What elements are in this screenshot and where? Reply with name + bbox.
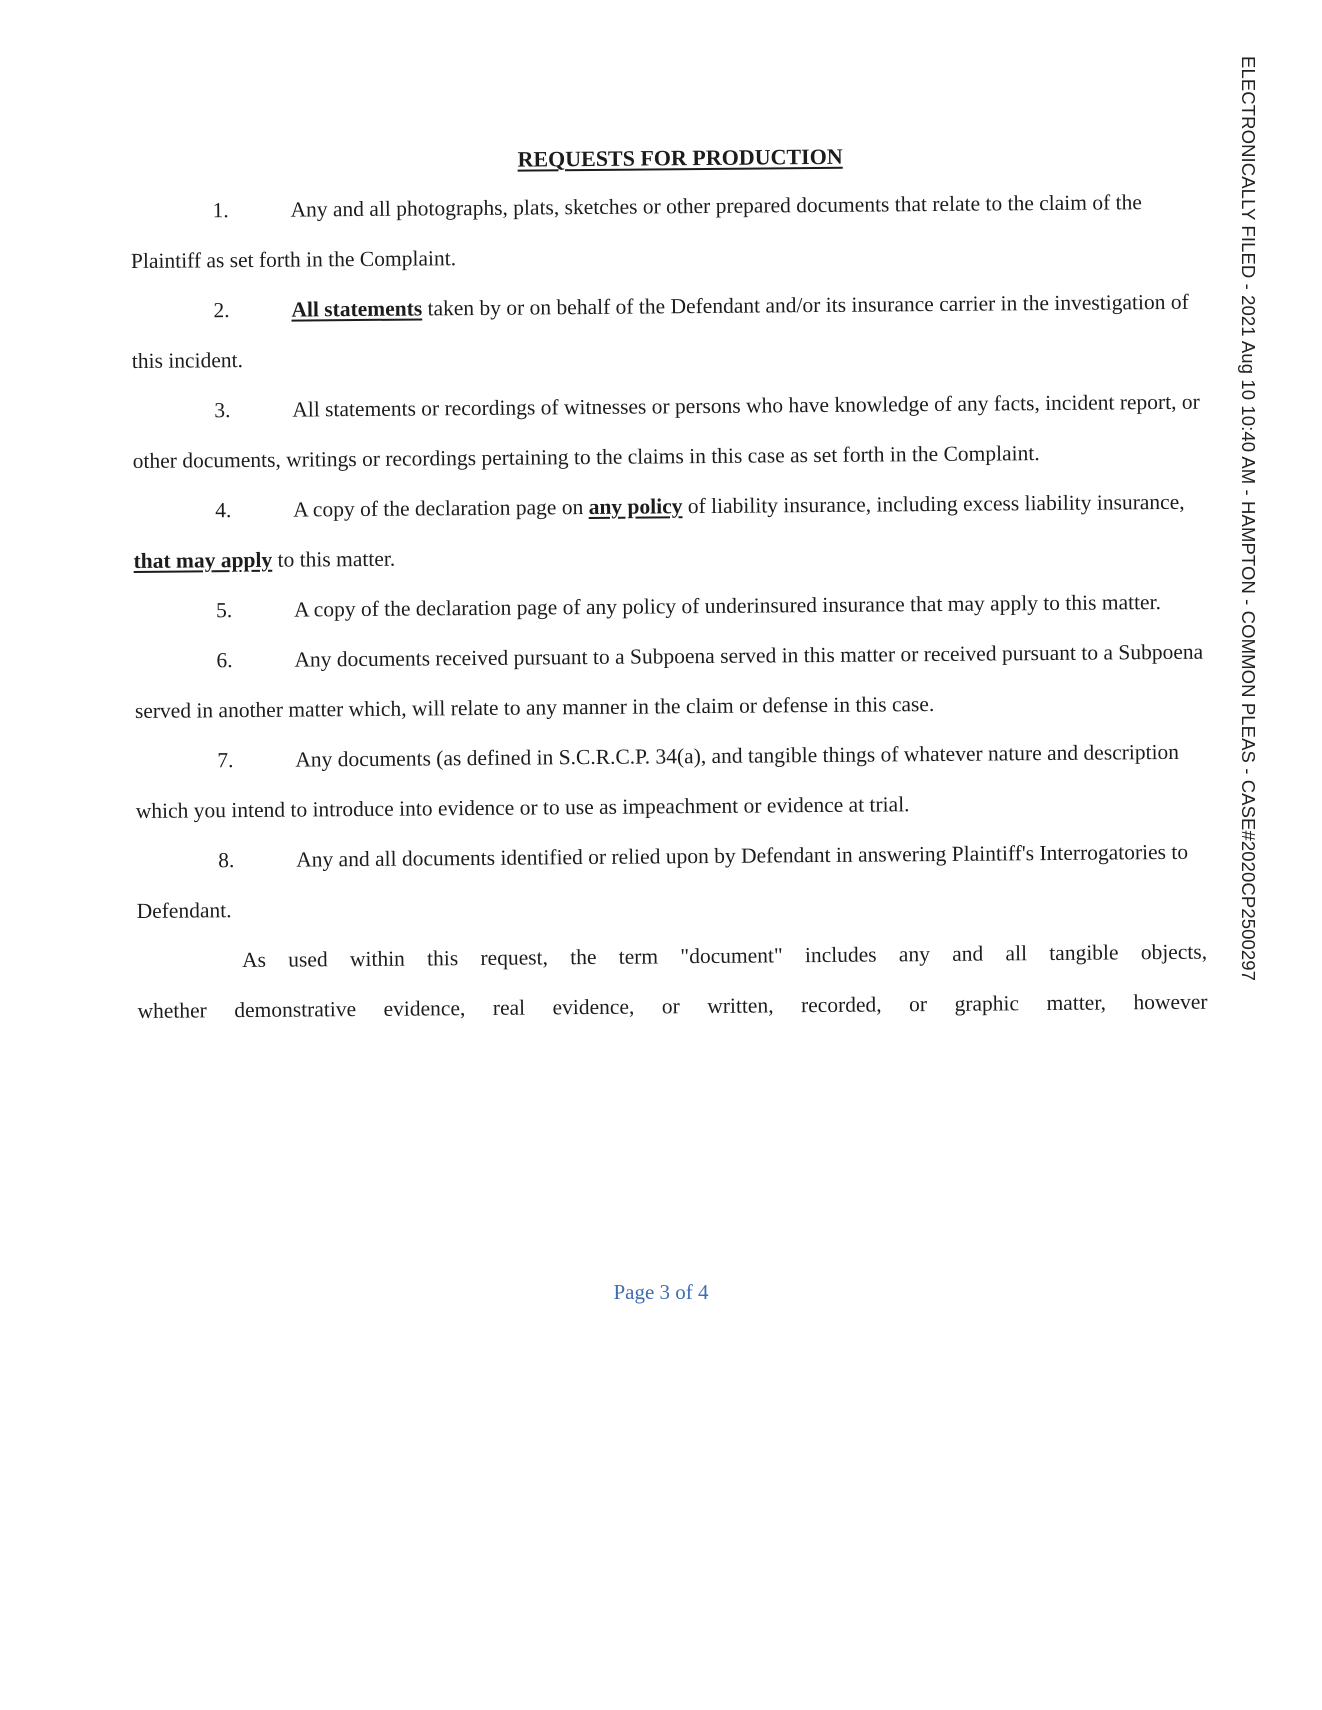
page-number: Page 3 of 4 [613, 1280, 709, 1304]
item-text: taken by or on behalf of the Defendant and/or its insurance carrier in the investigation of this incident. [131, 289, 1189, 373]
item-text: Any and all documents identified or relied upon by Defendant in answering Plaintiff's Interrogatories to Defendant. [136, 839, 1189, 923]
request-item-8 [136, 827, 1207, 936]
item-number: 3. [214, 398, 231, 423]
request-item-1 [130, 177, 1201, 286]
item-text: of liability insurance, including excess liability insurance, [682, 489, 1185, 519]
item-number: 2. [213, 298, 230, 323]
definition-paragraph-line-1: As used within this request, the term "document" includes any and all tangible objects, [241, 939, 1208, 973]
request-item-7 [135, 727, 1206, 836]
request-item-2 [131, 277, 1202, 386]
item-text: A copy of the declaration page of any policy of underinsured insurance that may apply to this matter. [293, 590, 1162, 622]
item-text: to this matter. [272, 546, 396, 572]
item-number: 6. [216, 648, 233, 673]
electronic-filing-stamp: ELECTRONICALLY FILED - 2021 Aug 10 10:40 AM - HAMPTON - COMMON PLEAS - CASE#2020CP2500297 [1238, 56, 1259, 982]
request-item-6 [134, 627, 1205, 736]
item-text: Any documents received pursuant to a Subpoena served in this matter or received pursuant to a Subpoena served in another matter which, will relate to any manner in the claim or defense in this case. [134, 639, 1204, 723]
item-number: 1. [212, 198, 229, 223]
item-text: All statements or recordings of witnesses or persons who have knowledge of any facts, incident report, or other documents, writings or recordings pertaining to the claims in this case as set forth in the Complaint. [132, 389, 1200, 473]
emphasis-any-policy: any policy [588, 494, 683, 520]
item-number: 8. [218, 848, 235, 873]
item-text: Any and all photographs, plats, sketches or other prepared documents that relate to the claim of the Plaintiff as set forth in the Complaint. [130, 190, 1142, 273]
item-number: 5. [215, 598, 233, 623]
item-text: A copy of the declaration page on [293, 495, 589, 522]
request-item-4 [133, 477, 1204, 586]
item-number: 4. [215, 498, 232, 523]
definition-paragraph-line-2: whether demonstrative evidence, real evidence, or written, recorded, or graphic matter, however [137, 989, 1208, 1023]
item-text: Any documents (as defined in S.C.R.C.P. 34(a), and tangible things of whatever nature and description which you intend to introduce into evidence or to use as impeachment or evidence at trial. [135, 739, 1180, 823]
emphasis-all-statements: All statements [291, 296, 423, 322]
request-item-3 [132, 377, 1203, 486]
emphasis-that-may-apply: that may apply [133, 547, 273, 573]
item-number: 7. [217, 748, 234, 773]
section-title: REQUESTS FOR PRODUCTION [517, 143, 843, 172]
document-body [130, 141, 1208, 1036]
